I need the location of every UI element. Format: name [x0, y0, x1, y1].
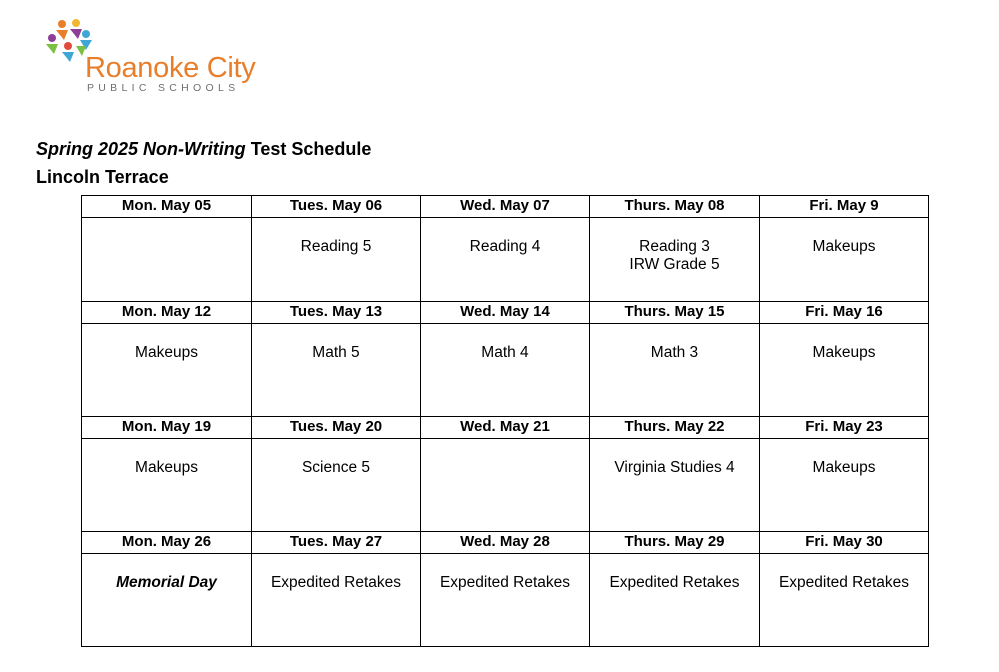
day-cell: [760, 324, 929, 417]
day-header: Wed. May 14: [421, 302, 590, 324]
event-label: Expedited Retakes: [270, 574, 402, 591]
district-logo: [40, 16, 280, 100]
day-cell: [252, 324, 421, 417]
event-label: Expedited Retakes: [609, 574, 740, 591]
day-header: Mon. May 19: [82, 417, 252, 439]
day-header: Fri. May 9: [760, 196, 929, 218]
day-header: Tues. May 13: [252, 302, 421, 324]
day-cell: [760, 554, 929, 647]
day-cell: [82, 439, 252, 532]
day-header: Wed. May 07: [421, 196, 590, 218]
logo-subtitle: PUBLIC SCHOOLS: [87, 82, 240, 94]
day-cell: [82, 554, 252, 647]
week-events-row: [82, 218, 929, 302]
event-label: Reading 3: [639, 238, 710, 255]
day-cell: [82, 218, 252, 302]
day-header: Tues. May 27: [252, 532, 421, 554]
event-label: Reading 5: [300, 238, 372, 255]
day-cell: [252, 218, 421, 302]
event-label: Math 5: [312, 344, 360, 361]
event-label: Expedited Retakes: [439, 574, 571, 591]
day-header: Thurs. May 08: [590, 196, 760, 218]
day-header: Mon. May 12: [82, 302, 252, 324]
day-cell: [82, 324, 252, 417]
event-label: Memorial Day: [116, 574, 217, 591]
week-events-row: [82, 554, 929, 647]
page-title-italic: Spring 2025 Non-Writing: [36, 139, 246, 159]
day-cell: [760, 439, 929, 532]
event-label: IRW Grade 5: [629, 256, 720, 273]
page-title: [36, 139, 371, 160]
week-header-row: [82, 302, 929, 324]
logo-name: Roanoke City: [85, 52, 256, 84]
test-schedule-table: [81, 195, 929, 647]
event-label: Makeups: [135, 344, 198, 361]
day-header: Fri. May 23: [760, 417, 929, 439]
day-header: Wed. May 21: [421, 417, 590, 439]
event-label: Makeups: [812, 344, 876, 361]
day-header: Thurs. May 29: [590, 532, 760, 554]
event-label: Makeups: [812, 238, 876, 255]
week-header-row: [82, 417, 929, 439]
week-events-row: [82, 439, 929, 532]
event-label: Science 5: [301, 459, 371, 476]
event-label: Makeups: [135, 459, 198, 476]
page-title-rest: Test Schedule: [245, 139, 372, 159]
day-header: Fri. May 16: [760, 302, 929, 324]
day-cell: [590, 324, 760, 417]
day-cell: [760, 218, 929, 302]
event-label: Reading 4: [469, 238, 541, 255]
day-header: Thurs. May 15: [590, 302, 760, 324]
day-header: Mon. May 26: [82, 532, 252, 554]
school-name: Lincoln Terrace: [36, 167, 169, 187]
day-cell: [590, 554, 760, 647]
event-label: Virginia Studies 4: [614, 459, 735, 476]
week-events-row: [82, 324, 929, 417]
day-header: Fri. May 30: [760, 532, 929, 554]
day-header: Tues. May 06: [252, 196, 421, 218]
event-label: Expedited Retakes: [778, 574, 910, 591]
day-cell: [590, 218, 760, 302]
week-header-row: [82, 196, 929, 218]
week-header-row: [82, 532, 929, 554]
event-label: Math 4: [481, 344, 529, 361]
day-cell: [421, 554, 590, 647]
day-header: Wed. May 28: [421, 532, 590, 554]
day-cell: [421, 439, 590, 532]
day-header: Tues. May 20: [252, 417, 421, 439]
day-cell: [590, 439, 760, 532]
day-cell: [421, 324, 590, 417]
event-label: Makeups: [812, 459, 876, 476]
event-label: Math 3: [650, 344, 699, 361]
day-cell: [421, 218, 590, 302]
day-header: Thurs. May 22: [590, 417, 760, 439]
day-cell: [252, 439, 421, 532]
day-header: Mon. May 05: [82, 196, 252, 218]
day-cell: [252, 554, 421, 647]
